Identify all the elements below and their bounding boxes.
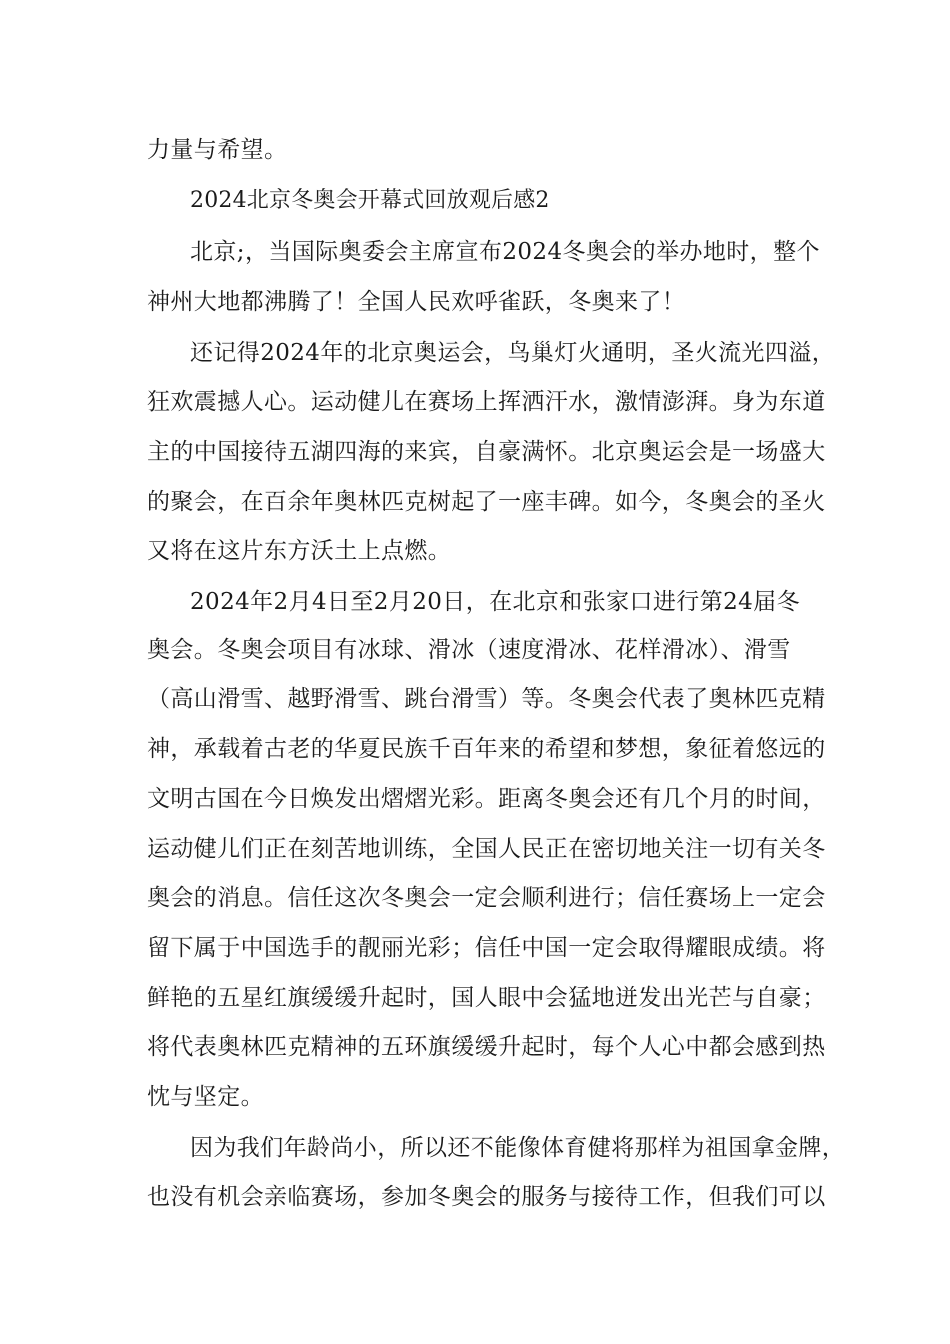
text-line: 将代表奥林匹克精神的五环旗缓缓升起时，每个人心中都会感到热 (147, 1034, 826, 1060)
text-line: （高山滑雪、越野滑雪、跳台滑雪）等。冬奥会代表了奥林匹克精 (147, 686, 826, 712)
text-line: 鲜艳的五星红旗缓缓升起时，国人眼中会猛地迸发出光芒与自豪； (147, 985, 826, 1011)
text-line: 也没有机会亲临赛场，参加冬奥会的服务与接待工作，但我们可以 (147, 1184, 826, 1210)
text-line: 运动健儿们正在刻苦地训练，全国人民正在密切地关注一切有关冬 (147, 836, 826, 862)
text-line: 2024年2月4日至2月20日，在北京和张家口进行第24届冬 (190, 589, 800, 615)
text-line: 狂欢震撼人心。运动健儿在赛场上挥洒汗水，激情澎湃。身为东道 (147, 389, 826, 415)
text-line: 的聚会，在百余年奥林匹克树起了一座丰碑。如今，冬奥会的圣火 (147, 489, 826, 515)
text-line: 奥会。冬奥会项目有冰球、滑冰（速度滑冰、花样滑冰）、滑雪 (147, 637, 791, 663)
text-line: 文明古国在今日焕发出熠熠光彩。距离冬奥会还有几个月的时间， (147, 786, 826, 812)
text-line: 还记得2024年的北京奥运会，鸟巢灯火通明，圣火流光四溢， (190, 340, 836, 366)
text-line: 又将在这片东方沃土上点燃。 (147, 538, 452, 564)
text-line: 留下属于中国选手的靓丽光彩；信任中国一定会取得耀眼成绩。将 (147, 935, 826, 961)
section-heading: 2024北京冬奥会开幕式回放观后感2 (190, 188, 550, 213)
text-line: 忱与坚定。 (147, 1084, 264, 1110)
text-line: 因为我们年龄尚小，所以还不能像体育健将那样为祖国拿金牌， (190, 1135, 846, 1161)
text-line: 奥会的消息。信任这次冬奥会一定会顺利进行；信任赛场上一定会 (147, 885, 826, 911)
text-line: 神，承载着古老的华夏民族千百年来的希望和梦想，象征着悠远的 (147, 736, 826, 762)
text-line: 主的中国接待五湖四海的来宾，自豪满怀。北京奥运会是一场盛大 (147, 439, 826, 465)
text-line: 北京;，当国际奥委会主席宣布2024冬奥会的举办地时，整个 (190, 239, 820, 265)
text-line: 神州大地都沸腾了！全国人民欢呼雀跃，冬奥来了！ (147, 289, 686, 315)
text-line: 力量与希望。 (147, 137, 288, 163)
